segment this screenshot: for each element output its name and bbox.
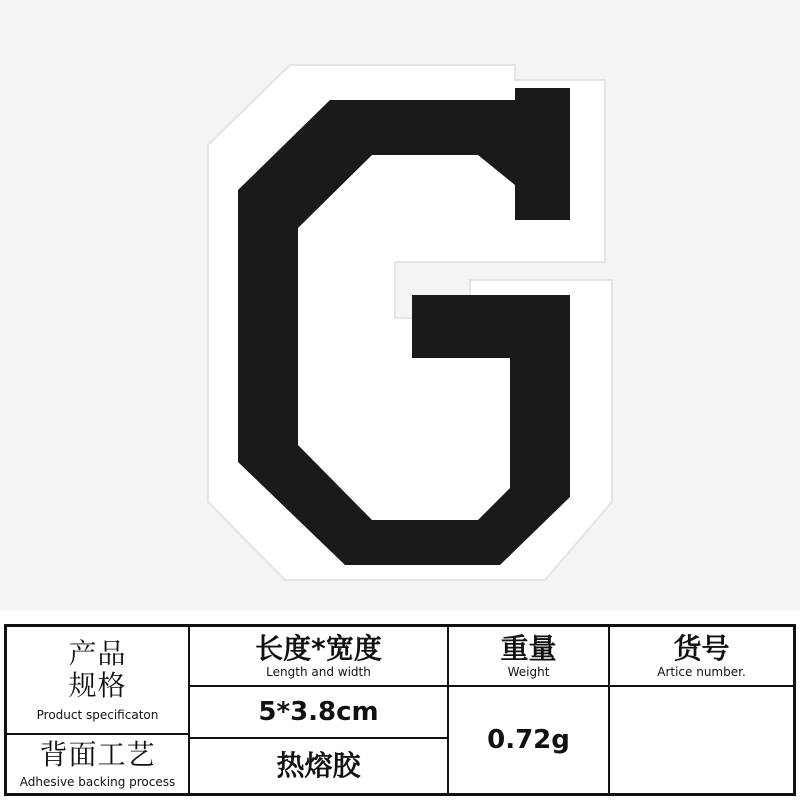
size-value-cell [190, 687, 447, 737]
size-value: 5*3.8cm [258, 697, 379, 727]
spec-label-cn-line1: 产品 [68, 637, 127, 670]
spec-label-cell [7, 627, 188, 733]
weight-value: 0.72g [487, 725, 570, 755]
backing-label-cn: 背面工艺 [39, 738, 156, 771]
article-header-cell [610, 627, 793, 685]
backing-label-en: Adhesive backing process [19, 775, 176, 789]
backing-value-cell [190, 739, 447, 793]
spec-label-cn-line2: 规格 [68, 669, 127, 702]
backing-value: 热熔胶 [276, 749, 361, 782]
article-value-cell [610, 687, 793, 793]
size-header-cell [190, 627, 447, 685]
spec-label-en: Product specificaton [36, 708, 159, 722]
weight-value-cell [449, 687, 608, 793]
weight-header-cn: 重量 [500, 632, 557, 665]
size-header-en: Length and width [266, 665, 371, 679]
backing-label-cell [7, 735, 188, 793]
spec-table [4, 624, 796, 796]
weight-header-cell [449, 627, 608, 685]
weight-header-en: Weight [507, 665, 550, 679]
size-header-cn: 长度*宽度 [255, 632, 382, 665]
article-header-en: Artice number. [657, 665, 746, 679]
article-header-cn: 货号 [673, 632, 730, 665]
